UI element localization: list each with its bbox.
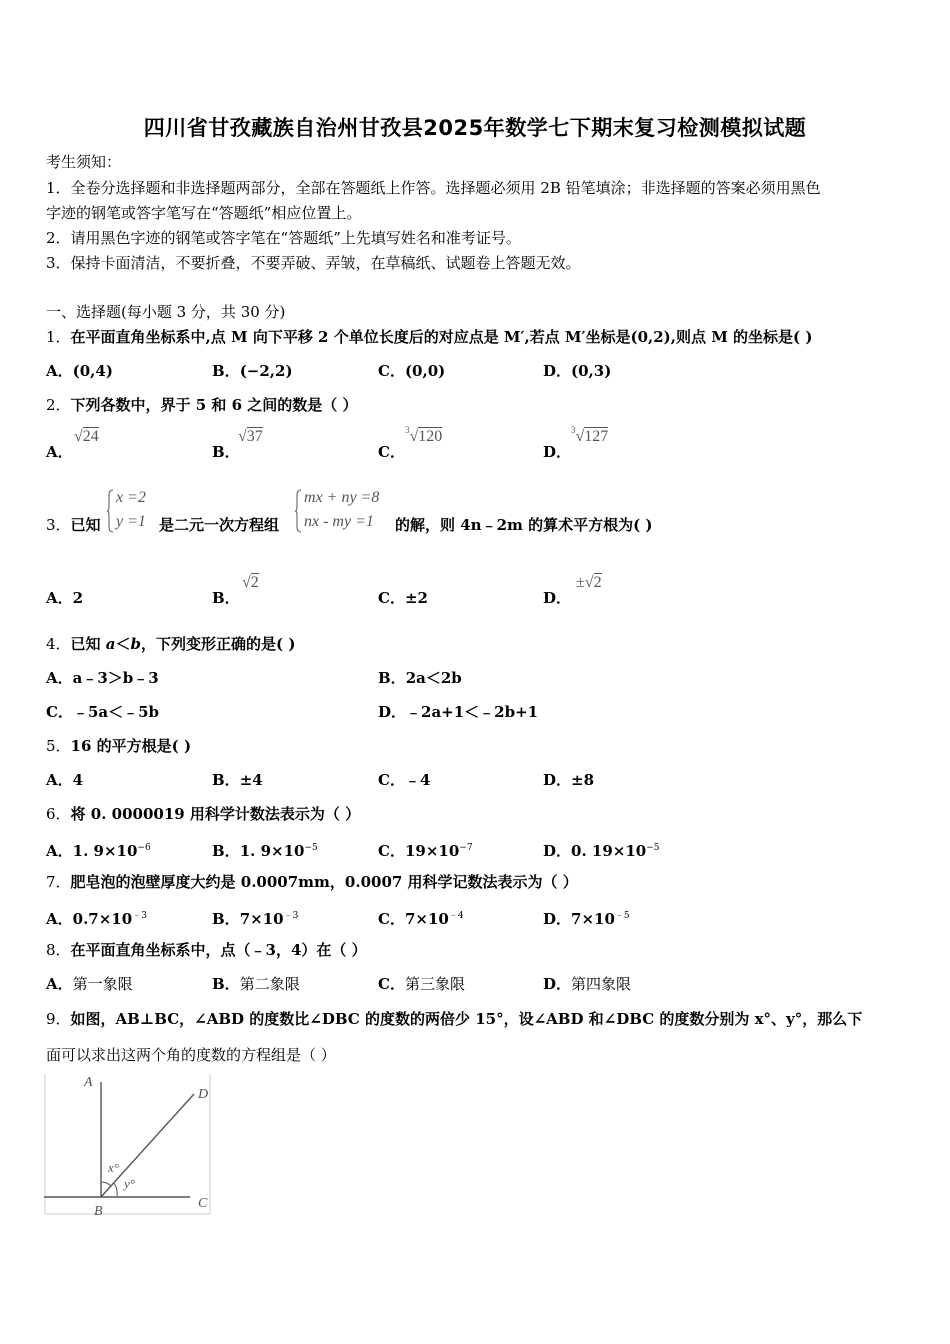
q7-option-a[interactable]: A．$0.7\times 10^{﹣3}$ [46, 910, 147, 928]
q6-option-d[interactable]: D．0. $19\times 10^{-5}$ [543, 842, 660, 860]
q5-option-d[interactable]: D．±8 [543, 771, 595, 789]
plus-minus-sqrt-2: ±√2 [576, 574, 602, 591]
notice-item-3: 3．保持卡面清洁，不要折叠，不要弄破、弄皱，在草稿纸、试题卷上答题无效。 [46, 254, 581, 272]
section-heading: 一、选择题(每小题 3 分，共 30 分) [46, 303, 286, 321]
ray-bd [101, 1094, 194, 1197]
question-5: 5．16 的平方根是( ) [46, 737, 192, 755]
equation-system-2: mx + ny =8 nx - my =1 [294, 489, 394, 535]
q8-option-b[interactable]: B．第二象限 [212, 975, 300, 993]
q8-option-a[interactable]: A．第一象限 [46, 975, 133, 993]
page-title: 四川省甘孜藏族自治州甘孜县2025年数学七下期末复习检测模拟试题 [143, 116, 807, 140]
question-9-line-1: 9．如图，AB⊥BC，∠ABD 的度数比∠DBC 的度数的两倍少 15°，设∠ABD 和∠DBC 的度数分别为 x°、y°，那么下 [46, 1010, 863, 1028]
q3-option-c[interactable]: C．±2 [378, 589, 428, 607]
q8-option-d[interactable]: D．第四象限 [543, 975, 632, 993]
left-brace-icon [106, 489, 114, 533]
sqrt-2: √2 [242, 574, 259, 591]
question-7: 7．肥皂泡的泡壁厚度大约是 0.0007mm，0.0007 用科学记数法表示为（ ） [46, 873, 578, 891]
question-8: 8．在平面直角坐标系中，点（﹣3，4）在（ ） [46, 941, 367, 959]
question-3-number: 3．已知 [46, 516, 101, 534]
q6-option-b[interactable]: B．1. $9\times 10^{-5}$ [212, 842, 318, 860]
label-y: y° [124, 1176, 135, 1191]
q5-option-a[interactable]: A．4 [46, 771, 84, 789]
angle-arc-x [101, 1182, 111, 1186]
q2-option-c[interactable]: C． [378, 443, 405, 461]
q4-option-c[interactable]: C．﹣5a＜﹣5b [46, 703, 160, 721]
notice-item-2: 2．请用黑色字迹的钢笔或答字笔在“答题纸”上先填写姓名和准考证号。 [46, 229, 521, 247]
q3-option-a[interactable]: A．2 [46, 589, 84, 607]
q7-option-b[interactable]: B．$7\times 10^{﹣3}$ [212, 910, 299, 928]
q5-option-c[interactable]: C．﹣4 [378, 771, 431, 789]
q6-option-a[interactable]: A．1. $9\times 10^{-6}$ [46, 842, 151, 860]
label-b: B [94, 1204, 103, 1219]
left-brace-icon [294, 489, 302, 533]
cbrt-127: $^3$√127 [571, 425, 609, 445]
question-number: 1． [46, 328, 71, 346]
q7-option-d[interactable]: D．$7\times 10^{﹣5}$ [543, 910, 630, 928]
notice-item-1-line-1: 1．全卷分选择题和非选择题两部分，全部在答题纸上作答。选择题必须用 2B 铅笔填涂；非选择题的答案必须用黑色 [46, 179, 821, 197]
q4-option-a[interactable]: A．a﹣3＞b﹣3 [46, 669, 159, 687]
q2-option-b[interactable]: B． [212, 443, 240, 461]
sqrt-24: √24 [74, 428, 99, 445]
label-x: x° [108, 1160, 119, 1175]
question-text: 在平面直角坐标系中,点 M 向下平移 2 个单位长度后的对应点是 M′,若点 M′坐标是(0,2),则点 M 的坐标是( ) [70, 328, 813, 346]
label-d: D [198, 1087, 209, 1102]
q2-option-d[interactable]: D． [543, 443, 572, 461]
notice-heading: 考生须知： [46, 153, 122, 171]
q4-option-d[interactable]: D．﹣2a+1＜﹣2b+1 [378, 703, 539, 721]
sqrt-37: √37 [238, 428, 263, 445]
question-2: 2．下列各数中，界于 5 和 6 之间的数是（ ） [46, 396, 358, 414]
q1-option-a[interactable]: A．(0,4) [46, 362, 113, 380]
q8-option-c[interactable]: C．第三象限 [378, 975, 465, 993]
q5-option-b[interactable]: B．±4 [212, 771, 263, 789]
q3-option-b[interactable]: B． [212, 589, 240, 607]
q7-option-c[interactable]: C．$7\times 10^{﹣4}$ [378, 910, 464, 928]
question-6: 6．将 0. 0000019 用科学计数法表示为（ ） [46, 805, 361, 823]
question-3-mid: 是二元一次方程组 [159, 516, 280, 534]
label-c: C [198, 1196, 208, 1211]
q3-option-d[interactable]: D． [543, 589, 572, 607]
q2-option-a[interactable]: A． [46, 443, 73, 461]
q1-option-b[interactable]: B．(−2,2) [212, 362, 293, 380]
question-4: 4．已知 a＜b，下列变形正确的是( ) [46, 635, 296, 653]
question-9-line-2: 面可以求出这两个角的度数的方程组是（ ） [46, 1046, 336, 1064]
cbrt-120: $^3$√120 [405, 425, 443, 445]
q1-option-d[interactable]: D．(0,3) [543, 362, 612, 380]
equation-system-1: x =2 y =1 [106, 489, 156, 535]
q1-option-c[interactable]: C．(0,0) [378, 362, 446, 380]
question-3-post: 的解，则 4n﹣2m 的算术平方根为( ) [395, 516, 653, 534]
q6-option-c[interactable]: C．$19\times 10^{-7}$ [378, 842, 473, 860]
notice-item-1-line-2: 字迹的钢笔或答字笔写在“答题纸”相应位置上。 [46, 204, 362, 222]
question-1 [46, 327, 812, 347]
angle-arc-y [114, 1183, 117, 1197]
angle-figure [44, 1074, 214, 1219]
q4-option-b[interactable]: B．2a＜2b [378, 669, 462, 687]
label-a: A [84, 1075, 93, 1090]
